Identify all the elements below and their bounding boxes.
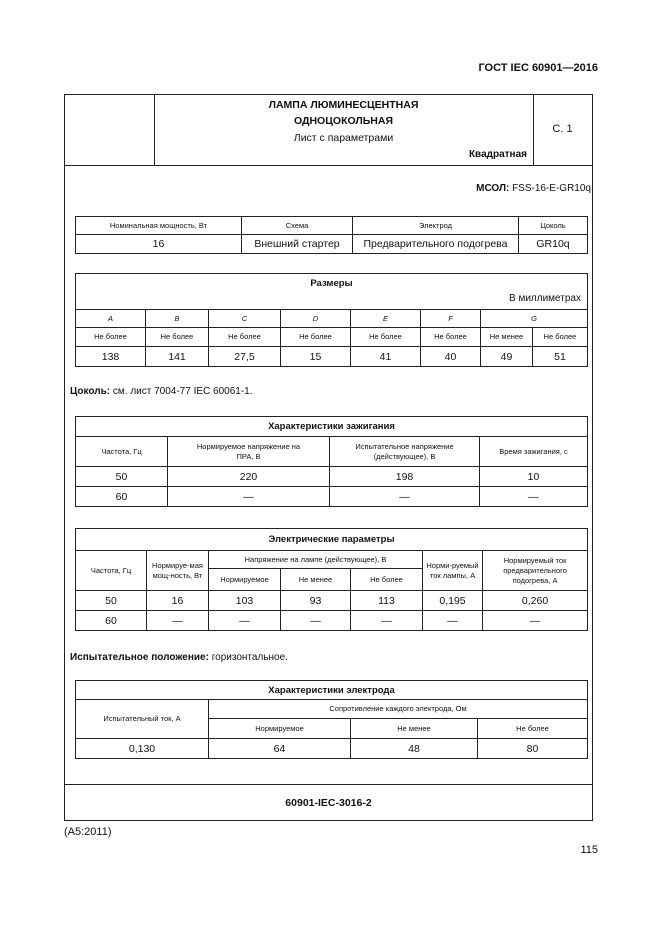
dimensions-title: Размеры — [310, 278, 353, 289]
ignition-table — [75, 416, 588, 507]
page-number: 115 — [580, 844, 598, 856]
footer-code: 60901-IEC-3016-2 — [285, 797, 372, 809]
ignition-header: Испытательное напряжение (действующее), В — [330, 437, 480, 467]
ignition-cell: — — [330, 487, 480, 507]
title-line1: ЛАМПА ЛЮМИНЕСЦЕНТНАЯ — [268, 99, 419, 111]
mcol-label: МСОЛ: — [476, 183, 510, 194]
ignition-cell: 50 — [76, 467, 168, 487]
dimension-limit: Не более — [533, 328, 588, 347]
general-header: Цоколь — [519, 217, 588, 235]
footer-divider — [65, 784, 592, 785]
electrode-header-current: Испытательный ток, А — [76, 700, 209, 739]
dimension-letter: B — [146, 310, 209, 328]
electrical-header-power: Нормируе-мая мощ-ность, Вт — [147, 551, 209, 591]
electrode-subheader: Нормируемое — [209, 719, 351, 739]
general-header: Схема — [242, 217, 353, 235]
mcol-value: FSS-16-E-GR10q — [512, 183, 591, 194]
electrical-cell: 93 — [281, 591, 351, 611]
ignition-header: Нормируемое напряжение на ПРА, В — [168, 437, 330, 467]
dimension-value: 138 — [76, 347, 146, 367]
ignition-header: Время зажигания, с — [480, 437, 588, 467]
dimension-value: 49 — [481, 347, 533, 367]
dimension-value: 41 — [351, 347, 421, 367]
electrode-header-resistance: Сопротивление каждого электрода, Ом — [209, 700, 588, 719]
general-header: Номинальная мощность, Вт — [76, 217, 242, 235]
sheet-number-cell — [533, 95, 592, 165]
cap-note-text: см. лист 7004-77 IEC 60061-1. — [112, 386, 253, 397]
electrode-value: 64 — [209, 739, 351, 759]
test-position-label: Испытательное положение: — [70, 652, 209, 663]
general-value: Внешний стартер — [242, 235, 353, 254]
electrical-cell: — — [351, 611, 423, 631]
dimension-value: 15 — [281, 347, 351, 367]
test-position-note — [70, 652, 288, 663]
general-header: Электрод — [353, 217, 519, 235]
electrical-cell: — — [147, 611, 209, 631]
shape-label: Квадратная — [468, 149, 527, 160]
standard-designation: ГОСТ IEC 60901—2016 — [478, 62, 598, 74]
electrical-header-frequency: Частота, Гц — [76, 551, 147, 591]
electrical-header-voltage: Напряжение на лампе (действующее), В — [209, 551, 423, 569]
ignition-cell: 60 — [76, 487, 168, 507]
electrode-subheader: Не более — [478, 719, 588, 739]
dimension-value: 141 — [146, 347, 209, 367]
dimension-limit: Не менее — [481, 328, 533, 347]
dimension-letter: A — [76, 310, 146, 328]
electrode-value: 80 — [478, 739, 588, 759]
header-left-cell — [65, 95, 155, 165]
ignition-cell: — — [480, 487, 588, 507]
electrical-cell: — — [483, 611, 588, 631]
dimension-limit: Не более — [209, 328, 281, 347]
ignition-cell: — — [168, 487, 330, 507]
electrode-table — [75, 680, 588, 759]
amendment-note: (A5:2011) — [64, 826, 112, 838]
electrical-cell: 0,195 — [423, 591, 483, 611]
electrical-header-preheat: Нормируемый ток предварительного подогрева, А — [483, 551, 588, 591]
dimension-value: 40 — [421, 347, 481, 367]
dimensions-unit: В миллиметрах — [509, 293, 581, 304]
title-line2: ОДНОЦОКОЛЬНАЯ — [293, 115, 394, 127]
electrical-voltage-subheader: Не более — [351, 569, 423, 591]
general-value: Предварительного подогрева — [353, 235, 519, 254]
electrical-cell: 0,260 — [483, 591, 588, 611]
ignition-title: Характеристики зажигания — [76, 417, 588, 437]
dimension-letter: F — [421, 310, 481, 328]
electrode-title: Характеристики электрода — [76, 681, 588, 700]
electrical-voltage-subheader: Нормируемое — [209, 569, 281, 591]
subtitle: Лист с параметрами — [293, 132, 394, 144]
general-table — [75, 216, 588, 254]
dimension-value: 27,5 — [209, 347, 281, 367]
sheet-number: С. 1 — [552, 123, 573, 135]
electrical-cell: 103 — [209, 591, 281, 611]
dimensions-table — [75, 273, 588, 367]
header-divider — [65, 165, 592, 166]
electrical-cell: 16 — [147, 591, 209, 611]
dimension-letter: D — [281, 310, 351, 328]
cap-note-label: Цоколь: — [70, 386, 111, 397]
dimension-value: 51 — [533, 347, 588, 367]
dimensions-title-cell — [76, 274, 588, 310]
header-title-cell — [154, 95, 534, 165]
electrical-cell: 60 — [76, 611, 147, 631]
dimension-limit: Не более — [281, 328, 351, 347]
general-value: GR10q — [519, 235, 588, 254]
electrical-header-current: Норми-руемый ток лампы, А — [423, 551, 483, 591]
test-position-text: горизонтальное. — [211, 652, 288, 663]
dimension-letter: C — [209, 310, 281, 328]
ignition-cell: 10 — [480, 467, 588, 487]
electrical-cell: — — [281, 611, 351, 631]
electrical-cell: — — [423, 611, 483, 631]
electrical-title: Электрические параметры — [76, 529, 588, 551]
ignition-cell: 198 — [330, 467, 480, 487]
dimension-limit: Не более — [421, 328, 481, 347]
electrical-voltage-subheader: Не менее — [281, 569, 351, 591]
dimension-letter: E — [351, 310, 421, 328]
dimension-limit: Не более — [76, 328, 146, 347]
electrode-value: 0,130 — [76, 739, 209, 759]
electrical-cell: 50 — [76, 591, 147, 611]
electrical-cell: — — [209, 611, 281, 631]
electrode-subheader: Не менее — [351, 719, 478, 739]
electrical-table — [75, 528, 588, 631]
general-value: 16 — [76, 235, 242, 254]
cap-note — [70, 386, 253, 397]
dimension-limit: Не более — [146, 328, 209, 347]
ignition-cell: 220 — [168, 467, 330, 487]
electrical-cell: 113 — [351, 591, 423, 611]
dimension-limit: Не более — [351, 328, 421, 347]
dimension-letter: G — [481, 310, 588, 328]
ignition-header: Частота, Гц — [76, 437, 168, 467]
mcol-line — [476, 183, 591, 194]
electrode-value: 48 — [351, 739, 478, 759]
